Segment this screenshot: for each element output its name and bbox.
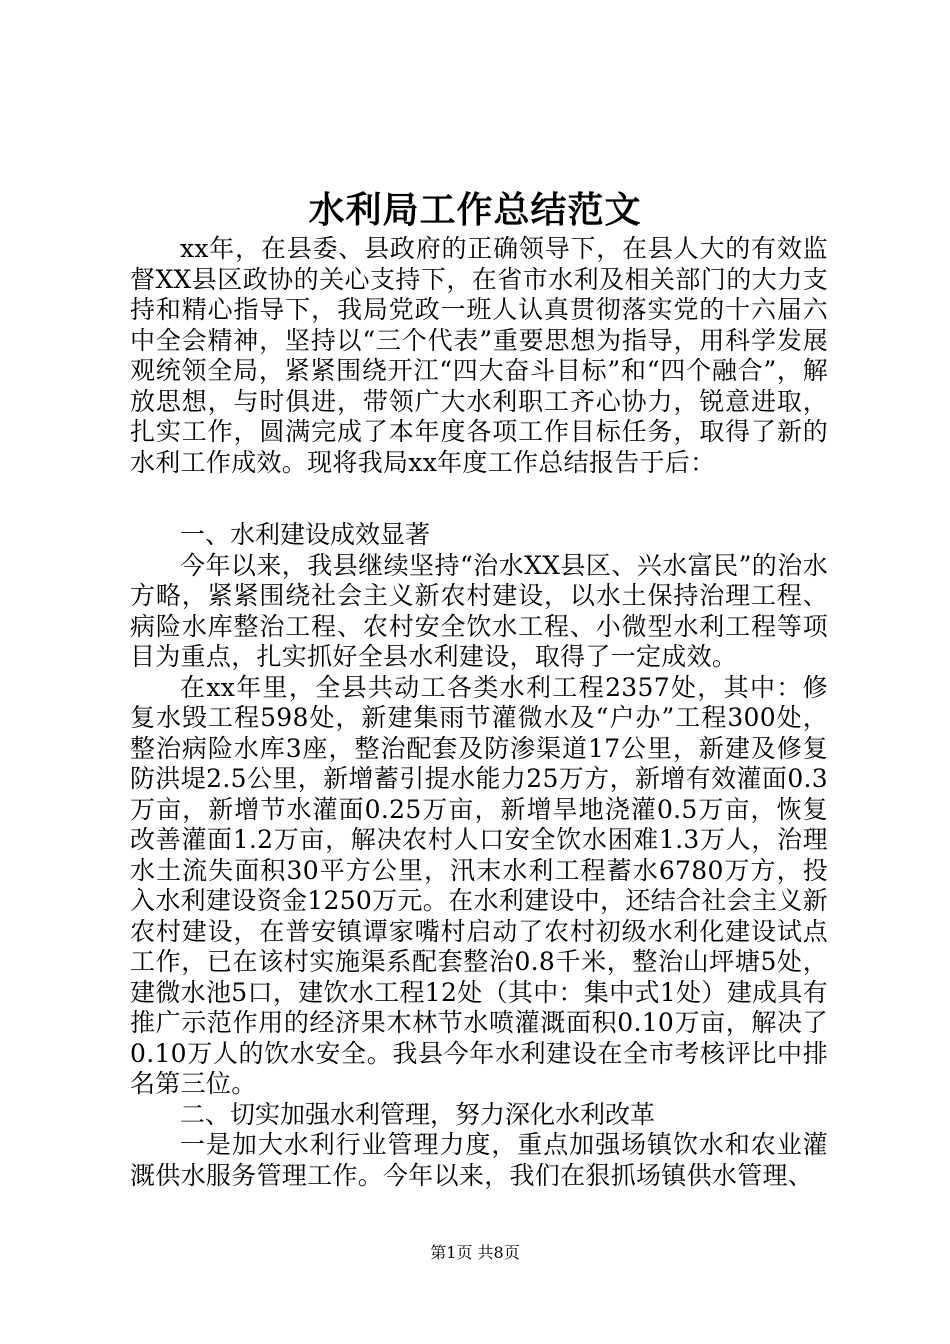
document-title: 水利局工作总结范文 [308,189,642,231]
section2-paragraph-1: 一是加大水利行业管理力度，重点加强场镇饮水和农业灌溉供水服务管理工作。今年以来，我们在狠抓场镇供水管理、 [130,1130,828,1190]
paragraph-gap [130,478,828,520]
section1-paragraph-1: 今年以来，我县继续坚持“治水XX县区、兴水富民”的治水方略，紧紧围绕社会主义新农村建设，以水土保持治理工程、病险水库整治工程、农村安全饮水工程、小微型水利工程等项目为重点，扎实抓好全县水利建设，取得了一定成效。 [130,550,828,671]
section1-heading: 一、水利建设成效显著 [180,520,431,549]
document-body [130,234,828,1191]
intro-paragraph: xx年，在县委、县政府的正确领导下，在县人大的有效监督XX县区政协的关心支持下，在省市水利及相关部门的大力支持和精心指导下，我局党政一班人认真贯彻落实党的十六届六中全会精神，坚持以“三个代表”重要思想为指导，用科学发展观统领全局，紧紧围绕开江“四大奋斗目标”和“四个融合”，解放思想，与时俱进，带领广大水利职工齐心协力，锐意进取，扎实工作，圆满完成了本年度各项工作目标任务，取得了新的水利工作成效。现将我局xx年度工作总结报告于后： [130,234,828,477]
section1-paragraph-2: 在xx年里，全县共动工各类水利工程2357处，其中：修复水毁工程598处，新建集雨节灌微水及“户办”工程300处，整治病险水库3座，整治配套及防渗渠道17公里，新建及修复防洪堤2.5公里，新增蓄引提水能力25万方，新增有效灌面0.3万亩，新增节水灌面0.25万亩，新增旱地浇灌0.5万亩，恢复改善灌面1.2万亩，解决农村人口安全饮水困难1.3万人，治理水土流失面积30平方公里，汛末水利工程蓄水6780万方，投入水利建设资金1250万元。在水利建设中，还结合社会主义新农村建设，在普安镇谭家嘴村启动了农村初级水利化建设试点工作，已在该村实施渠系配套整治0.8千米，整治山坪塘5处，建微水池5口，建饮水工程12处（其中：集中式1处）建成具有推广示范作用的经济果木林节水喷灌溉面积0.10万亩，解决了0.10万人的饮水安全。我县今年水利建设在全市考核评比中排名第三位。 [130,672,828,1098]
page-footer: 第1页 共8页 [430,1243,520,1262]
section2-heading: 二、切实加强水利管理，努力深化水利改革 [180,1099,656,1129]
